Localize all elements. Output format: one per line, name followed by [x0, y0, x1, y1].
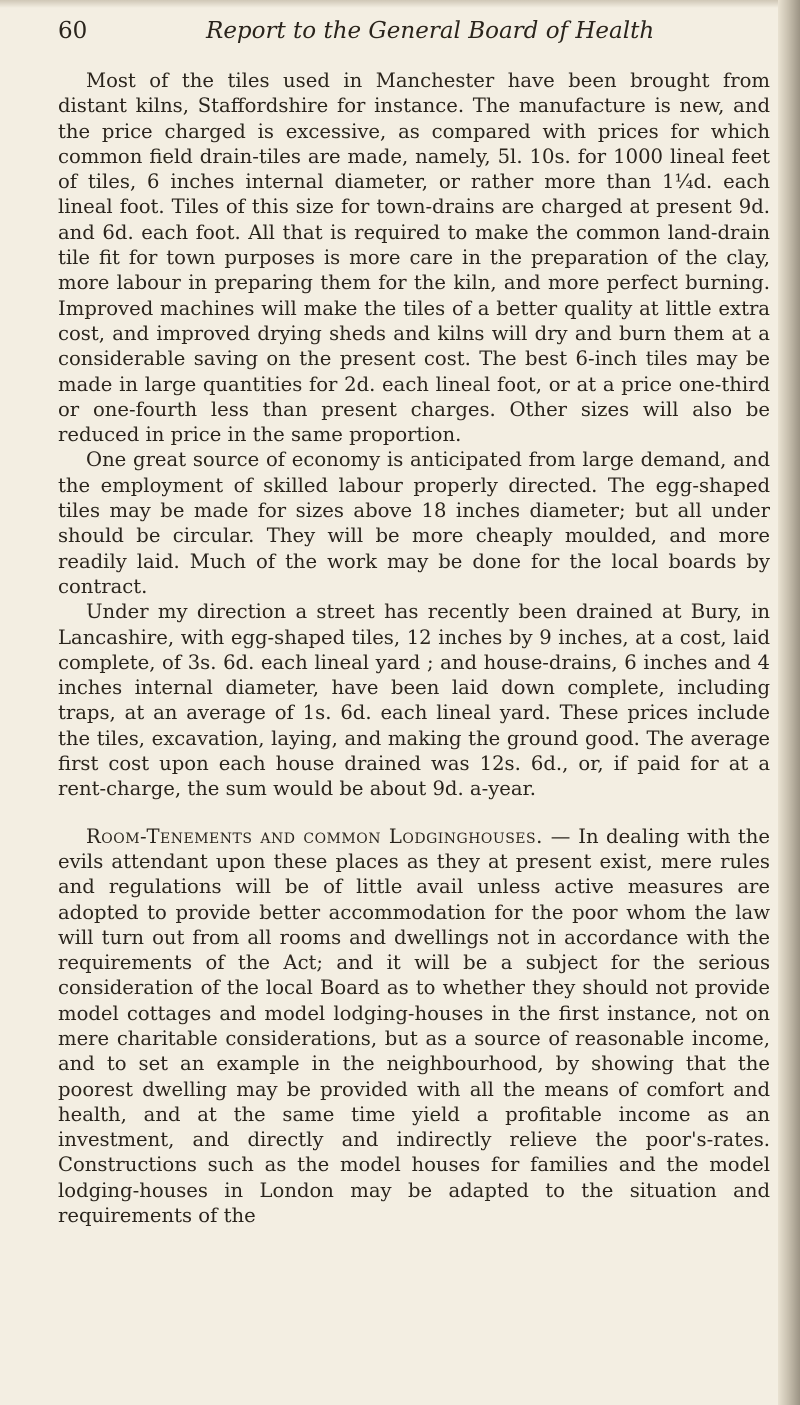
- section-heading: Room-Tenements and common Lodginghouses. —: [86, 824, 571, 848]
- paragraph-room-tenements: [58, 824, 770, 1229]
- running-title: Report to the General Board of Health: [206, 18, 655, 44]
- page-header: [58, 18, 770, 68]
- paragraph-economy: One great source of economy is anticipated from large demand, and the employment of skilled labour properly directed. The egg-shaped tiles may be made for sizes above 18 inches diameter; but all under should be circular. They will be more cheaply moulded, and more readily laid. Much of the work may be done for the local boards by contract.: [58, 448, 770, 598]
- page-number: 60: [58, 18, 88, 44]
- section-text: In dealing with the evils attendant upon these places as they at present exist, mere rules and regulations will be of little avail unless active measures are adopted to provide better accommodation for the poor whom the law will turn out from all rooms and dwellings not in accordance with the requirements of the Act; and it will be a subject for the serious consideration of the local Board as to whether they should not provide model cottages and model lodging-houses in the first instance, not on mere charitable considerations, but as a source of reasonable income, and to set an example in the neighbourhood, by showing that the poorest dwelling may be provided with all the means of comfort and health, and at the same time yield a profitable income as an investment, and directly and indirectly relieve the poor's-rates. Constructions such as the model houses for families and the model lodging-houses in London may be adapted to the situation and requirements of the: [58, 824, 770, 1228]
- page-binding-edge: [778, 0, 800, 1405]
- body-text: [58, 68, 770, 1228]
- page-top-shadow: [0, 0, 800, 8]
- paragraph-bury: Under my direction a street has recently been drained at Bury, in Lancashire, with egg-shaped tiles, 12 inches by 9 inches, at a cost, laid complete, of 3s. 6d. each lineal yard ; and house-drains, 6 inches and 4 inches internal diameter, have been laid down complete, including traps, at an average of 1s. 6d. each lineal yard. These prices include the tiles, excavation, laying, and making the ground good. The average first cost upon each house drained was 12s. 6d., or, if paid for at a rent-charge, the sum would be about 9d. a-year.: [58, 600, 770, 801]
- paragraph-tiles: Most of the tiles used in Manchester have been brought from distant kilns, Staffordshire for instance. The manufacture is new, and the price charged is excessive, as compared with prices for which common field drain-tiles are made, namely, 5l. 10s. for 1000 lineal feet of tiles, 6 inches internal diameter, or rather more than 1¼d. each lineal foot. Tiles of this size for town-drains are charged at present 9d. and 6d. each foot. All that is required to make the common land-drain tile fit for town purposes is more care in the preparation of the clay, more labour in preparing them for the kiln, and more perfect burning. Improved machines will make the tiles of a better quality at little extra cost, and improved drying sheds and kilns will dry and burn them at a considerable saving on the present cost. The best 6-inch tiles may be made in large quantities for 2d. each lineal foot, or at a price one-third or one-fourth less than present charges. Other sizes will also be reduced in price in the same proportion.: [58, 69, 770, 447]
- book-page: [58, 18, 770, 1228]
